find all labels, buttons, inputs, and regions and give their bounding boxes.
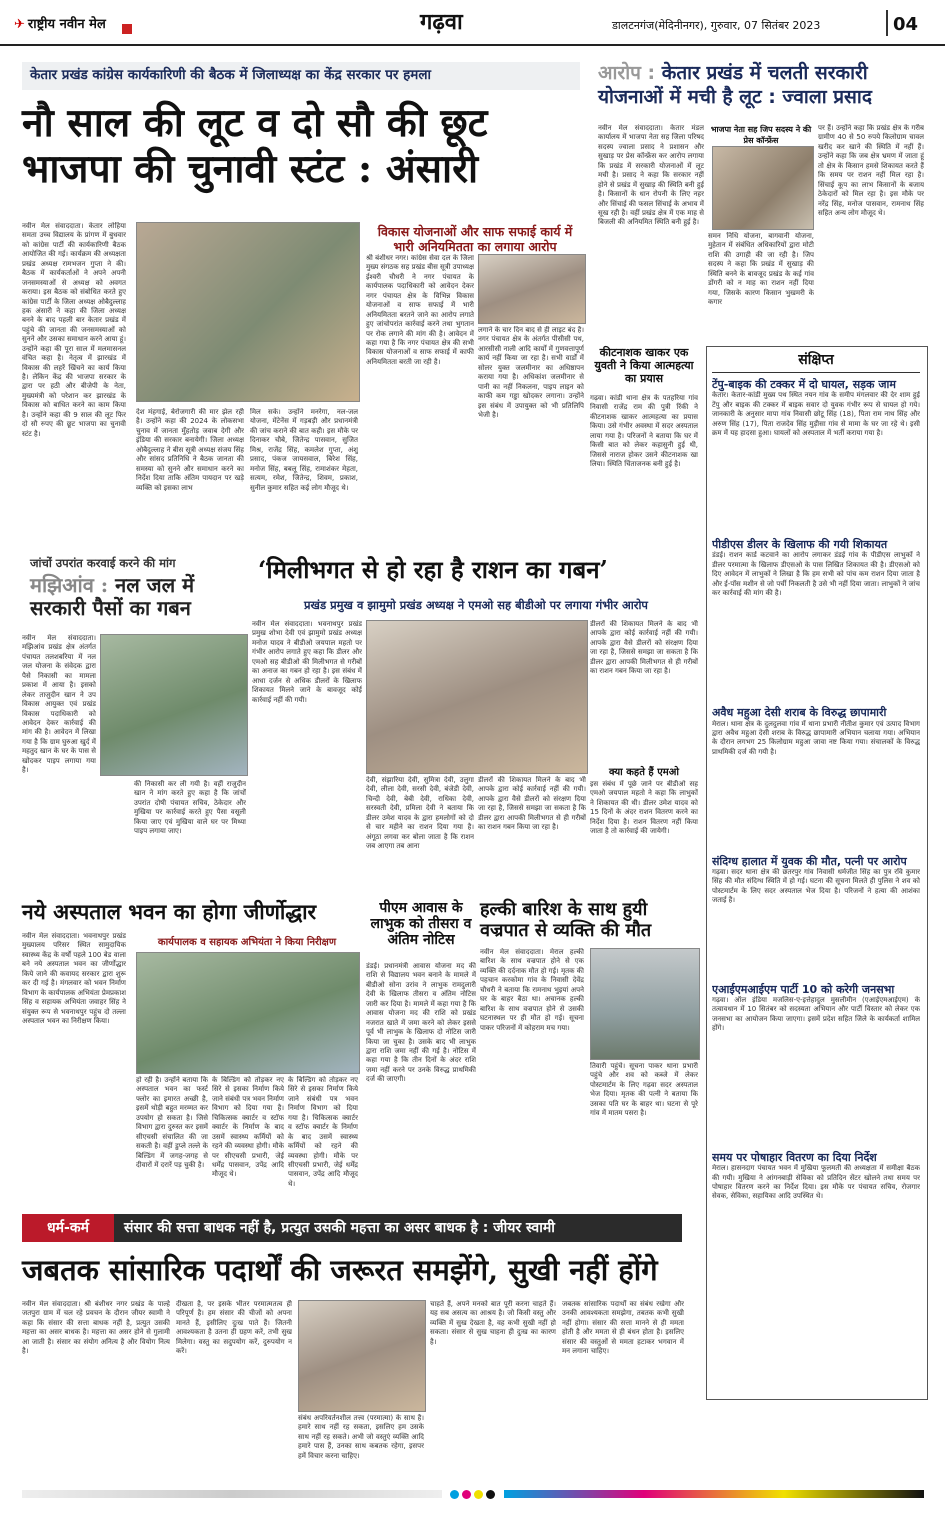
- dharm-tag: धर्म-कर्म: [22, 1214, 114, 1242]
- vikas-body-col2: लगाने के चार दिन बाद से ही लाइट बंद है। नगर पंचायत क्षेत्र के अंतर्गत पीसीसी पथ, आरसीसी नाली आदि कार्यों में गुणवत्तापूर्ण कार्य नहीं किया जा रहा है। सभी वार्डों में सोलर युक्त जलमीनार का अधिष्ठापन कराया गया है। अधिकांश जलमीनार से पानी का नहीं निकलना, पाइप लाइन को काफी कम गड्ढा खोदकर लगाना। उन्होंने इस संबंध में उपायुक्त को भी प्रतिलिपि भेजी है।: [478, 326, 584, 419]
- right-body-col1: नवीन मेल संवाददाता। केतार मंडल कार्यालय में भाजपा नेता सह जिला परिषद सदस्य ज्वाला प्रसाद ने प्रशासन और सुखाड़ पर प्रेस कॉन्फ्रेंस कर आरोप लगाया कि प्रखंड में सरकारी योजनाओं में लूट मची है। प्रसाद ने कहा कि सरकार नहीं होने से प्रखंड में सुखाड़ की स्थिति बनी हुई है। किसानों के धान रोपनी के लिए नहर और सिंचाई की फसल सिंचाई के अभाव में सूख रही है। वहीं प्रखंड क्षेत्र में एक माह से बिजली की अनियमित स्थिति बनी हुई है।: [598, 124, 704, 227]
- vikas-headline: विकास योजनाओं और साफ सफाई कार्य में भारी अनियमितता का लगाया आरोप: [377, 224, 573, 254]
- dharm-body-col1: नवीन मेल संवाददाता। श्री बंशीधर नगर प्रखंड के पाल्हे जतपुरा ग्राम में चल रहे प्रवचन के दौरान जीयर स्वामी ने कहा कि संसार की सत्ता बाधक नहीं है, प्रत्युत उसकी महत्ता का असर बाधक है। महत्ता का असर होने से गुलामी आ जाती है। संसार का संयोग अनित्य है और वियोग नित्य है।: [22, 1300, 170, 1356]
- divider: [886, 10, 888, 36]
- sankshipt-item-head: समय पर पोषाहार वितरण का दिया निर्देश: [712, 1150, 877, 1164]
- vajrapat-photo: [590, 948, 700, 1060]
- sankshipt-item-body: गढ़वा। ऑल इंडिया मजलिस-ए-इत्तेहादुल मुसलीमीन (एआईएमआईएम) के तत्वावधान में 10 सितंबर को सदस्यता अभियान और पार्टी विस्तार को लेकर एक जनसभा का आयोजन किया जाएगा। इसमें प्रदेश सहित जिले के कार्यकर्ता शामिल होंगे।: [712, 995, 920, 1033]
- lead-headline-line-2: भाजपा की चुनावी स्टंट : अंसारी: [22, 146, 479, 193]
- lead-body-col2: देश मंहगाई, बेरोजगारी की मार झेल रही है। उन्होंने कहा की 2024 के लोकसभा चुनाव में जानता मुँहतोड़ जवाब देगी और इंडिया की सरकार बनायेगी। जिला अध्यक्ष ओबैदुल्लाह ने बीस सूत्री अध्यक्ष संजय सिंह और सांसद प्रतिनिधि ने बैठक जानता की समस्या को सुनने और समाधान करने का निर्देश दिया ताकि अंतिम पायदान पर खड़े व्यक्ति को इसका लाभ: [136, 408, 244, 492]
- cmyk-dot-yellow: [474, 1490, 483, 1499]
- right-body-col2: समन निधि योजना, बागवानी योजना, मुहेतान में संबंधित अधिकारियों द्वारा मोटी राशि की उगाही की जा रही है। जिप सदस्य ने कहा कि प्रखंड में सुखाड़ की स्थिति बनने के बावजूद प्रखंड के कई गांव डोंगरी को न माह का राशन नहीं दिया गया, जिसके कारण किसान भुखमरी के कगार: [708, 232, 814, 307]
- section-title: गढ़वा: [420, 9, 463, 35]
- right-label: आरोप :: [598, 62, 656, 84]
- brand-logo: [14, 14, 106, 32]
- sankshipt-item-head: पीडीएस डीलर के खिलाफ की गयी शिकायत: [712, 538, 888, 552]
- right-headline: [598, 62, 924, 110]
- dharm-body-col2: दीखता है, पर इसके भीतर परमात्मतत्व ही परिपूर्ण है। हम संसार की चीजों को अपना मानते हैं, इसीलिए दुःख पाते हैं। जितनी आवश्यकता है उतना ही ग्रहण करें, तभी सुख मिलेगा। वस्तु का सदुपयोग करें, दुरुपयोग न करें।: [176, 1300, 292, 1356]
- ration-body-col2: देवी, संझारिया देवी, सुमित्रा देवी, उलुगा देवी, लीला देवी, सरसी देवी, बंजेडी देवी, चिन्दी देवी, बेबी देवी, राधिका देवी, सरस्वती देवी, प्रमिला देवी ने बताया कि डीलर उमेश यादव के द्वारा हमलोगों को दो से चार महीने का राशन दिया गया है। अंगूठा लगवा कर बोला जाता है कि राशन जब आएगा तब आना: [366, 776, 474, 851]
- bird-icon: ✈: [14, 17, 25, 32]
- cmyk-dot-black: [486, 1490, 495, 1499]
- dharm-body-col5: जबतक सांसारिक पदार्थों का संबंध रखेगा और उनकी आवश्यकता समझेगा, तबतक कभी सुखी नहीं होगा। संसार की सत्ता मानने से ही ममता होती है और ममता से ही बंधन होता है। इसलिए संसार की वस्तुओं से ममता हटाकर भगवान में मन लगाना चाहिए।: [562, 1300, 684, 1356]
- cmyk-dot-magenta: [462, 1490, 471, 1499]
- ration-headline: ‘मिलीभगत से हो रहा है राशन का गबन’: [258, 555, 608, 584]
- ration-kicker: प्रखंड प्रमुख व झामुमो प्रखंड अध्यक्ष ने एमओ सह बीडीओ पर लगाया गंभीर आरोप: [304, 598, 648, 612]
- sankshipt-item-head: संदिग्ध हालात में युवक की मौत, पत्नी पर आरोप: [712, 854, 907, 868]
- majhiaon-label: मझिआंव :: [30, 573, 109, 597]
- majhiaon-headline-text: नल जल में सरकारी पैसों का गबन: [30, 573, 195, 620]
- sankshipt-item: [712, 983, 920, 1146]
- dateline: डालटनगंज(मेदिनीनगर), गुरुवार, 07 सितंबर 2023: [612, 19, 821, 32]
- lead-headline-line-1: नौ साल की लूट व दो सौ की छूट: [22, 100, 488, 146]
- hospital-body-col1: नवीन मेल संवाददाता। भवनाथपुर प्रखंड मुख्यालय परिसर स्थित सामुदायिक स्वास्थ्य केंद्र के वर्षों पहले 100 बेड वाला बने नये अस्पताल भवन का जीर्णोद्धार किये जाने की कवायद सरकार द्वारा शुरू कर दी गई है। मंगलवार को भवन निर्माण विभाग के कार्यपालक अभियंता प्रेमप्रकाश सिंह व सहायक अभियंता जवाहर सिंह ने संयुक्त रूप से भवनाथपुर पहुंच दो तल्ला अस्पताल भवन का निरीक्षण किया।: [22, 932, 126, 1025]
- kitnashak-body: गढ़वा। कांडी थाना क्षेत्र के पतहरिया गांव निवासी राजेंद्र राम की पुत्री रिंकी ने कीटनाशक खाकर आत्महत्या का प्रयास किया। उसे गंभीर अवस्था में सदर अस्पताल लाया गया है। परिजनों ने बताया कि घर में किसी बात को लेकर कहासुनी हुई थी, जिससे नाराज होकर उसने कीटनाशक खा लिया। स्थिति चिंताजनक बनी हुई है।: [590, 394, 698, 469]
- brand-name: राष्ट्रीय नवीन मेल: [27, 17, 106, 32]
- majhiaon-photo: [100, 634, 248, 776]
- right-photo-caption: भाजपा नेता सह जिप सदस्य ने की प्रेस कॉन्फ्रेंस: [710, 125, 812, 145]
- sankshipt-item-body: गढ़वा। सदर थाना क्षेत्र की छतरपुर गांव निवासी धर्मजीत सिंह का पुत्र रवि कुमार सिंह की मौत संदिग्ध स्थिति में हो गई। घटना की सूचना मिलते ही पुलिस ने शव को पोस्टमार्टम के लिए सदर अस्पताल भेज दिया है। परिजनों ने हत्या की आशंका जताई है।: [712, 867, 920, 905]
- majhiaon-headline: [30, 574, 252, 620]
- vikas-photo: [478, 254, 586, 324]
- lead-headline: [22, 100, 582, 192]
- ration-body-col5: इस संबंध में पूछे जाने पर बीडीओ सह एमओ जयपाल महतो ने कहा कि लाभुकों ने शिकायत की थी। डीलर उमेश यादव को 15 दिनों के अंदर राशन वितरण करने का निर्देश दिया है। राशन वितरण नहीं किया जाता है तो कार्रवाई की जायेगी।: [590, 780, 698, 836]
- ration-body-col1: नवीन मेल संवाददाता। भवनाथपुर प्रखंड प्रमुख शोभा देवी एवं झामुमो प्रखंड अध्यक्ष मनोज यादव ने बीडीओ जयपाल महतो पर गंभीर आरोप लगाते हुए कहा कि डीलर और एमओ सह बीडीओ की मिलीभगत से गरीबों का अनाज का गबन हो रहा है। इस संबंध में आधा दर्जन से अधिक डीलरों के खिलाफ शिकायत मिलने जाने के बावजूद कोई कार्रवाई नहीं की गयी।: [252, 620, 362, 704]
- majhiaon-body-col1: नवीन मेल संवाददाता। मझिआंव प्रखंड क्षेत्र अंतर्गत पंचायत तलशबरिया में नल जल योजना के संवेदक द्वारा पैसे निकासी का मामला प्रकाश में आया है। इसको लेकर ताजुदीन खान ने उप विकास आयुक्त एवं प्रखंड विकास पदाधिकारी को आवेदन देकर कार्रवाई की मांग की है। आवेदन में लिखा गया है कि ग्राम घुरुआ खुर्द में महतुद खान के घर के पास से खोदकर पाइप लगाया गया है।: [22, 634, 96, 775]
- majhiaon-body-col2: की निकासी कर ली गयी है। वहीं राजुदीन खान ने मांग करते हुए कहा है कि जांचोंं उपरांत दोषी पंचायत सचिव, ठेकेदार और मुखिया पर कार्रवाई करते हुए पैसा वसूली किया जाए एवं मुखिया वाले घर पर मिथ्या पाइप लगाया जाए।: [134, 780, 246, 836]
- dharm-photo: [298, 1300, 426, 1412]
- vajrapat-headline: हल्की बारिश के साथ हुयी वज्रपात से व्यक्ति की मौत: [480, 899, 652, 941]
- sankshipt-item: [712, 706, 920, 849]
- right-body-col3: पर हैं। उन्होंने कहा कि प्रखंड क्षेत्र के गरीब ग्रामीण 40 से 50 रुपये किलोग्राम चावल खरीद कर खाने की स्थिति में नहीं हैं। उन्होंने कहा कि जब क्षेत्र भ्रमण में जाता हूं तो क्षेत्र के किसान हमसे शिकायत करते हैं कि समय पर राशन नहीं मिल रहा है। सिंचाई कूप का लाभ किसानों के बजाय ठेकेदारों को मिल रहा है। इस मौके पर नरेंद्र सिंह, मनोज पासवान, रामनाथ सिंह सहित अन्य लोग मौजूद थे।: [818, 124, 924, 217]
- lead-body-col3: मिल सके। उन्होंने मनरेगा, नल-जल योजना, मेंटेनेंस में गड़बड़ी और प्रधानमंत्री की जांच कराने की बात कही। इस मौके पर दिनाकर चौबे, जितेन्द्र पासवान, सुजित मिश्र, राजेंद्र सिंह, कमलेश गुप्ता, अंशु प्रसाद, पंकज जायसवाल, बिरेश सिंह, मनोज सिंह, बबलू सिंह, रामाशंकर मेहता, सत्यम, रमेश, जितेन्द्र, शिवम, प्रकाश, सुनील कुमार सहित कई लोग मौजूद थे।: [250, 408, 358, 492]
- brand-mark: [122, 24, 132, 34]
- ration-body-col4: डीलरों की शिकायत मिलने के बाद भी आपके द्वारा कोई कार्रवाई नहीं की गयी। आपके द्वारा वैसे डीलरों को संरक्षण दिया जा रहा है, जिससे समझा जा सकता है कि डीलर द्वारा आपकी मिलीभगत से ही गरीबों का राशन गबन किया जा रहा है।: [590, 620, 698, 676]
- pmawas-headline: पीएम आवास के लाभुक को तीसरा व अंतिम नोटिस: [370, 900, 472, 949]
- dharm-strip-text: संसार की सत्ता बाधक नहीं है, प्रत्युत उसकी महत्ता का असर बाधक है : जीयर स्वामी: [124, 1220, 555, 1236]
- sankshipt-item: [712, 538, 920, 701]
- ration-subhead: क्या कहते हैं एमओ: [609, 767, 679, 778]
- sankshipt-item: [712, 1151, 920, 1334]
- ration-body-col3: डीलरों की शिकायत मिलने के बाद भी आपके द्वारा कोई कार्रवाई नहीं की गयी। आपके द्वारा वैसे डीलरों को संरक्षण दिया जा रहा है, जिससे समझा जा सकता है कि डीलर द्वारा आपकी मिलीभगत से ही गरीबों का राशन गबन किया जा रहा है।: [478, 776, 586, 832]
- hospital-kicker: कार्यपालक व सहायक अभियंता ने किया निरीक्षण: [157, 937, 337, 948]
- sankshipt-rule: [712, 372, 920, 373]
- dharm-body-col4: चाहते हैं, अपने मनको बात पूरी करना चाहते हैं। यह सब असत्य का आश्रय है। जो किसी वस्तु और व्यक्ति में सुख देखता है, वह कभी सुखी नहीं हो सकता। संसार से सुख चाहना ही दुःख का कारण है।: [430, 1300, 556, 1346]
- hospital-body-col4: के बिल्डिंग को तोड़कर नए सिरे से इसका निर्माण किये जाने संबंधी पत्र भवन निर्माण विभाग को दिया गया है। चिकित्सक क्वार्टर व स्टॉफ क्वार्टर के निर्माण के बाद उसमें स्वास्थ्य कर्मियों को रहने की व्यवस्था होगी। मौके पर सीएचसी प्रभारी, जेई धर्मेंद्र पासवान, उपेंद्र आदि मौजूद थे।: [288, 1076, 358, 1188]
- vikas-body-col1: श्री बंशीधर नगर। कांग्रेस सेवा दल के जिला मुख्य संगठक सह प्रखंड बीस सूत्री उपाध्यक्ष ईश्वरी चौधरी ने नगर पंचायत के कार्यपालक पदाधिकारी को आवेदन देकर नगर पंचायत क्षेत्र के विभिन्न विकास योजनाओं व साफ सफाई में भारी अनियमितता बरतने जाने का आरोप लगाते हुए जांचोपरांत कार्रवाई करने तथा भुगतान पर रोक लगाने की मांग की है। आवेदन में कहा गया है कि नगर पंचायत क्षेत्र की सभी विकास योजनाओं व साफ सफाई में काफी अनियमितता बरती जा रही है।: [366, 254, 474, 366]
- sankshipt-item-body: मेराल। थाना क्षेत्र के दुलदुलवा गांव में थाना प्रभारी नीतीश कुमार एवं उत्पाद विभाग द्वारा अवैध महुआ देसी शराब के विरुद्ध छापामारी अभियान चलाया गया। अभियान के दौरान लगभग 25 किलोग्राम महुआ जावा नष्ट किया गया। संचालकों के विरुद्ध प्राथमिकी दर्ज की गयी है।: [712, 719, 920, 756]
- dharm-headline: जबतक सांसारिक पदार्थों की जरूरत समझेंगे, सुखी नहीं होंगे: [22, 1253, 658, 1287]
- vajrapat-body-col2: तिवारी पहुंचे। सूचना पाकर थाना प्रभारी पहुंचे और शव को कब्जे में लेकर पोस्टमार्टम के लिए गढ़वा सदर अस्पताल भेज दिया। मृतक की पत्नी ने बताया कि उसका पति घर के बाहर था। घटना से पूरे गांव में मातम पसरा है।: [590, 1062, 698, 1118]
- sankshipt-item-body: मेराल। हासनदाग पंचायत भवन में मुखिया फूलमती की अध्यक्षता में समीक्षा बैठक की गयी। मुखिया ने आंगनबाड़ी सेविका को प्रतिदिन सेंटर खोलने तथा समय पर पोषाहार वितरण करने का निर्देश दिया। इस मौके पर पंचायत सचिव, रोजगार सेवक, सेविका, सहायिका आदि उपस्थित थे।: [712, 1164, 920, 1201]
- sankshipt-item-head: टेंपु-बाइक की टक्कर में दो घायल, सड़क जाम: [712, 378, 896, 391]
- sankshipt-item-head: एआईएमआईएम पार्टी 10 को करेगी जनसभा: [712, 982, 895, 996]
- lead-kicker: केतार प्रखंड कांग्रेस कार्यकारिणी की बैठक में जिलाध्यक्ष का केंद्र सरकार पर हमला: [30, 67, 431, 83]
- sankshipt-item-head: अवैध महुआ देसी शराब के विरुद्ध छापामारी: [712, 706, 887, 720]
- footer-bar-left: [22, 1490, 442, 1498]
- hospital-body-col3: के बिल्डिंग को तोड़कर नए सिरे से इसका निर्माण किये जाने संबंधी पत्र भवन निर्माण विभाग को दिया गया है। चिकित्सक क्वार्टर व स्टॉफ क्वार्टर के निर्माण के बाद उसमें स्वास्थ्य कर्मियों को रहने की व्यवस्था होगी। मौके पर सीएचसी प्रभारी, जेई धर्मेंद्र पासवान, उपेंद्र आदि मौजूद थे।: [212, 1076, 284, 1179]
- ration-photo: [366, 620, 588, 774]
- kitnashak-headline: कीटनाशक खाकर एक युवती ने किया आत्महत्या का प्रयास: [594, 346, 694, 386]
- lead-body-col1: नवीन मेल संवाददाता। केतार लोहिया समता उच्च विद्यालय के प्रांगण में बुधवार को कांग्रेस पार्टी की कार्यकारिणी बैठक आयोजित की गई। कार्यक्रम की अध्यक्षता प्रखंड अध्यक्ष रामभजन गुप्ता ने की। बैठक में कार्यकर्ताओं ने अपने अपनी जनसमस्याओं से अध्यक्ष को अवगत कराया। इस बैठक को संबोधित करते हुए कांग्रेस पार्टी के जिला अध्यक्ष ओबैदुल्लाह हक अंसारी ने कहा की जिला अध्यक्ष बनने के बाद पहली बार केतार प्रखंड में पहुंचे की जानता की जनसमस्याओं को सुनने और उसका समाधान करने आया हूं। उन्होंने कहा की पूरा साल में मलमासनल वंचित कहा है। नेतृत्व में झारखंड में विकास की लहरें खिंचने का कार्य किया है। लेकिन केंद्र की भाजपा सरकार के द्वारा पर हठी और बीजेपी के नेता, मुख्यमंत्री को परेशान कर झारखंड के विकास को बाधित करने का काम किया है। उन्होंने कहा की 9 साल की लूट फिर दो सौ रुपए की छूट भाजपा का चुनावी स्टंट है।: [22, 222, 126, 438]
- sankshipt-list: [712, 378, 920, 1392]
- hospital-photo: [136, 952, 360, 1074]
- dharm-body-col3: संबंध अपरिवर्तनशील तत्त्व (परमात्मा) के साथ है। हमारे साथ नहीं रह सकता, इसलिए हम उसके साथ नहीं रह सकते। अभी जो वस्तुएं व्यक्ति आदि हमारे पास हैं, उनका साथ कबतक रहेगा, इसपर हमें विचार करना चाहिए।: [298, 1414, 424, 1460]
- sankshipt-item: [712, 378, 920, 533]
- majhiaon-kicker: जांचोंं उपरांत करवाई करने की मांग: [30, 556, 176, 570]
- pmawas-body: डंडई। प्रधानमंत्री आवास योजना मद की राशि से विद्यालय भवन बनाने के मामले में बीडीओ सोना उरांव ने लाभुक रामदुलारी देवी के खिलाफ तीसरा व अंतिम नोटिस जारी कर दिया है। मामले में कहा गया है कि आवास योजना मद की राशि को प्रखंड नजरात खाते में जमा करने को लेकर इससे पूर्व भी लाभुक के खिलाफ दो नोटिस जारी किया जा चुका है। उसके बाद भी लाभुक द्वारा राशि जमा नहीं की गई है। नोटिस में कहा गया है कि तीन दिनों के अंदर राशि जमा नहीं करने पर उनके विरुद्ध प्राथमिकी दर्ज की जाएगी।: [366, 962, 476, 1084]
- footer-bar-right: [504, 1490, 924, 1498]
- lead-photo: [136, 222, 360, 402]
- hospital-body-col2: हो रही है। उन्होंने बताया कि अस्पताल भवन का फर्स्ट फ्लोर का इमारत अच्छी है, इसमें थोड़ी बहुत मरम्मत कर उपयोग हो सकता है। जिसे विभाग द्वारा दुरुस्त कर इसमें सीएचसी संचालित की जा सकती है। वहीं डुप्ले तल्ले के बिल्डिंग में जगह-जगह से दीवारों में दरारें पड़ चुकी है।: [136, 1076, 208, 1169]
- right-photo: [712, 146, 814, 230]
- page-number: 04: [893, 14, 919, 35]
- sankshipt-item: [712, 855, 920, 978]
- cmyk-dot-cyan: [450, 1490, 459, 1499]
- sankshipt-item-body: केतार। केतार-कांडी मुख्य पथ स्थित नयन गांव के समीप मंगलवार की देर शाम हुई टेंपु और बाइक की टक्कर में बाइक सवार दो युवक गंभीर रूप से घायल हो गये। जानकारी के अनुसार मापा गांव निवासी छोटू सिंह (18), पिता राम नाथ सिंह और अरुण सिंह (17), पिता राजदेव सिंह मुड़ीसा गांव से मामा के घर जा रहे थे। इसी क्रम में यह हादसा हुआ। घायलों को अस्पताल में भर्ती कराया गया है।: [712, 391, 920, 437]
- sankshipt-title: संक्षिप्त: [798, 352, 834, 368]
- hospital-headline: नये अस्पताल भवन का होगा जीर्णोद्धार: [22, 899, 317, 924]
- sankshipt-item-body: डंडई। राशन कार्ड कटवाने का आरोप लगाकर डंडई गांव के पीडीएस लाभुकों ने डीलर परमात्मा के खिलाफ डीएसओ के पास लिखित शिकायत की है। डीएसओ को दिए आवेदन में लाभुकों ने लिखा है कि हम सभी को पांच कम राशन दिया जाता है और ई-पॉस मशीन से जो पर्ची निकलती है उसे भी नहीं दिया जाता। लाभुकों ने जांच कर कार्रवाई की मांग की है।: [712, 551, 920, 598]
- right-headline-text: केतार प्रखंड में चलती सरकारी योजनाओं में मची है लूट : ज्वाला प्रसाद: [598, 62, 872, 108]
- vajrapat-body-col1: नवीन मेल संवाददाता। मेराल हल्की बारिश के साथ वज्रपात होने से एक व्यक्ति की दर्दनाक मौत हो गई। मृतक की पहचान करकोमा गांव के निवासी देवेंद्र चौधरी ने बताया कि रामनाथ भुइयां अपने घर के बाहर बैठा था। अचानक हल्की बारिश के साथ वज्रपात होने से उसकी घटनास्थल पर ही मौत हो गई। सूचना पाकर परिजनों में कोहराम मच गया।: [480, 948, 584, 1032]
